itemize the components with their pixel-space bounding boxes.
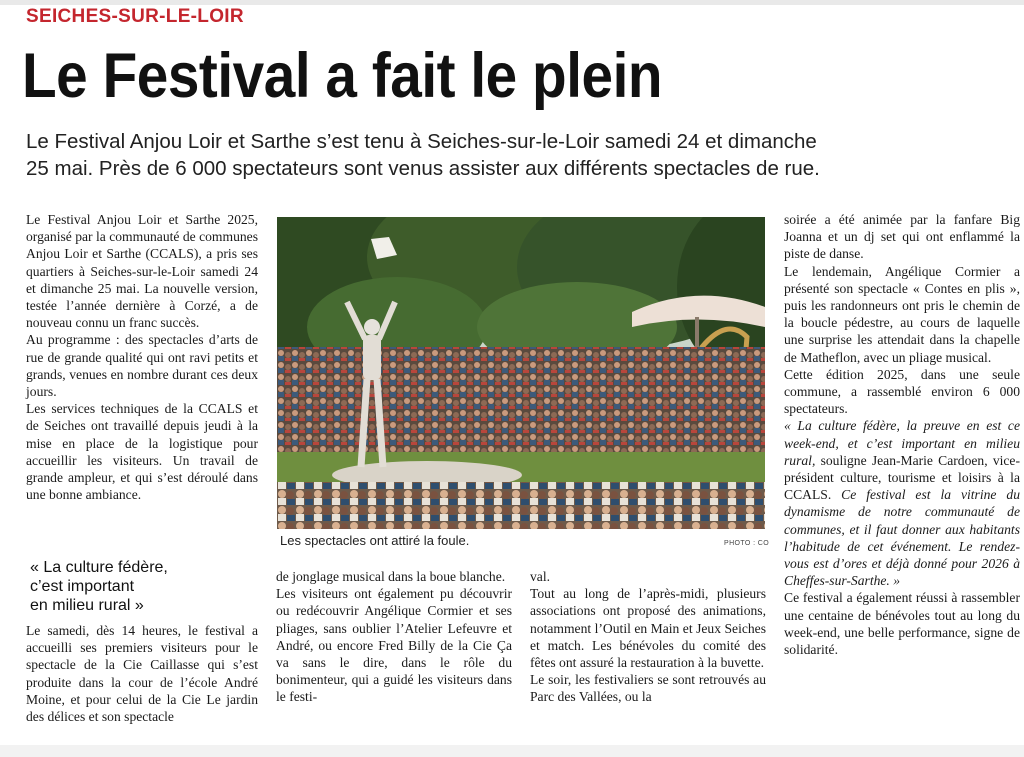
attribution-text: souligne Jean-Marie Cardoen, vice-président culture, tourisme et loisirs à la CCALS. (784, 452, 1020, 503)
paragraph: Au programme : des spectacles d’arts de rue de grande qualité qui ont ravi petits et grands, venues en nombre durant ces deux jours. (26, 332, 258, 400)
pull-quote (30, 558, 250, 615)
paragraph: Le soir, les festivaliers se sont retrouvés au Parc des Vallées, ou la (530, 672, 766, 705)
festival-crowd-photo (277, 217, 765, 529)
column-1 (26, 211, 258, 503)
bottom-bar (0, 745, 1024, 757)
column-1-lower (26, 622, 258, 725)
paragraph: Ce festival a également réussi à rassembler une centaine de bénévoles tout au long du week-end, une belle performance, signe de solidarité. (784, 590, 1020, 658)
paragraph: Le lendemain, Angélique Cormier a présenté son spectacle « Contes en plis », puis les randonneurs ont pris le chemin de la boucle pédestre, au cours de laquelle une surprise les attendait dans la chapelle de Matheflon, avec un pliage musical. (784, 263, 1020, 365)
paragraph: Le Festival Anjou Loir et Sarthe 2025, organisé par la communauté de communes Anjou Loir et Sarthe (CCALS), a pris ses quartiers à Seiches-sur-le-Loir samedi 24 et dimanche 25 mai. La nouvelle version, testée l’année dernière à Corzé, a de nouveau connu un franc succès. (26, 212, 258, 331)
column-4 (784, 211, 1020, 658)
quote-paragraph (784, 417, 1020, 589)
standfirst-line-2: 25 mai. Près de 6 000 spectateurs sont venus assister aux différents spectacles de rue. (26, 157, 820, 180)
column-3 (530, 568, 766, 706)
article-photo (277, 217, 765, 529)
paragraph: Le samedi, dès 14 heures, le festival a accueilli ses premiers visiteurs pour le spectacle de la Cie Caillasse qui s’est produite dans la cour de l’école André Moine, et pour celui de la Cie Le jardin des délices et son spectacle (26, 623, 258, 725)
paragraph: de jonglage musical dans la boue blanche. (276, 569, 506, 584)
photo-caption: Les spectacles ont attiré la foule. (280, 533, 470, 548)
top-bar (0, 0, 1024, 5)
paragraph: val. (530, 569, 551, 584)
paragraph: Les services techniques de la CCALS et de Seiches ont travaillé depuis jeudi à la mise en place de la logistique pour accueillir les visiteurs. Un travail de grande ampleur, et qui s’est déroulé dans une bonne ambiance. (26, 401, 258, 503)
pull-quote-line: « La culture fédère, (30, 559, 168, 576)
column-2 (276, 568, 512, 706)
standfirst-line-1: Le Festival Anjou Loir et Sarthe s’est tenu à Seiches-sur-le-Loir samedi 24 et dimanche (26, 130, 817, 153)
article-standfirst (26, 128, 986, 182)
pull-quote-line: c’est important (30, 578, 135, 595)
paragraph: Les visiteurs ont également pu découvrir ou redécouvrir Angélique Cormier et ses pliages, sans oublier l’Atelier Lefeuvre et André, ou encore Fred Billy de la Cie Ça va sans le dire, dans le rôle du bonimenteur, qui a guidé les visiteurs dans le festi- (276, 586, 512, 705)
paragraph: soirée a été animée par la fanfare Big Joanna et un dj set qui ont enflammé la piste de danse. (784, 212, 1020, 262)
pull-quote-line: en milieu rural » (30, 597, 144, 614)
photo-credit: PHOTO : CO (724, 540, 770, 547)
paragraph: Tout au long de l’après-midi, plusieurs associations ont proposé des animations, notamment l’Outil en Main et Jeux Seiches et match. Les bénévoles du comité des fêtes ont assuré la restauration à la buvette. (530, 586, 766, 671)
paragraph: Cette édition 2025, dans une seule commune, a rassemblé environ 6 000 spectateurs. (784, 366, 1020, 417)
quote-text: « La culture fédère, la preuve en est ce week-end, et c’est important en milieu rural, (784, 418, 1020, 468)
article-headline: Le Festival a fait le plein (22, 41, 663, 111)
section-kicker: SEICHES-SUR-LE-LOIR (26, 6, 244, 27)
quote-text: Ce festival est la vitrine du dynamisme de notre communauté de communes, et il faut donner aux habitants l’habitude de cet événement. Le rendez-vous est d’ores et déjà donné pour 2026 à Cheffes-sur-Sarthe. » (784, 487, 1020, 589)
